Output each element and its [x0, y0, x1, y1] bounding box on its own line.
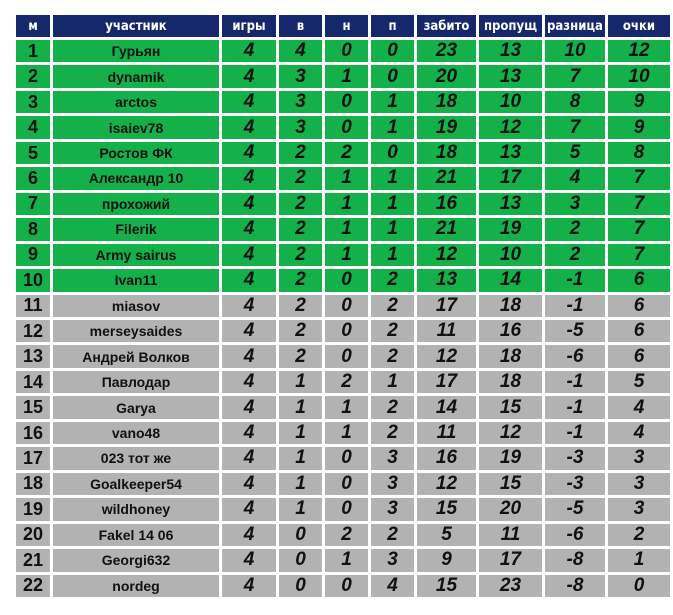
participant-cell: Garya	[53, 396, 219, 418]
goal-difference-cell: 8	[545, 91, 605, 113]
wins-cell: 2	[279, 167, 322, 189]
draws-cell: 0	[325, 575, 368, 597]
losses-cell: 2	[371, 269, 414, 291]
wins-cell: 2	[279, 244, 322, 266]
draws-cell: 1	[325, 193, 368, 215]
table-row	[16, 524, 670, 546]
games-cell: 4	[222, 345, 276, 367]
wins-cell: 1	[279, 371, 322, 393]
points-cell: 10	[608, 65, 670, 87]
participant-cell: прохожий	[53, 193, 219, 215]
position-cell: 21	[16, 549, 50, 571]
wins-cell: 3	[279, 91, 322, 113]
goal-difference-cell: 2	[545, 244, 605, 266]
goal-difference-cell: 3	[545, 193, 605, 215]
participant-cell: dynamik	[53, 65, 219, 87]
participant-cell: Army sairus	[53, 244, 219, 266]
losses-cell: 3	[371, 447, 414, 469]
goal-difference-cell: -5	[545, 498, 605, 520]
table-row	[16, 498, 670, 520]
wins-cell: 1	[279, 447, 322, 469]
points-cell: 3	[608, 473, 670, 495]
goals-against-cell: 20	[479, 498, 542, 520]
games-cell: 4	[222, 320, 276, 342]
losses-cell: 1	[371, 91, 414, 113]
goal-difference-cell: -6	[545, 345, 605, 367]
position-cell: 19	[16, 498, 50, 520]
table-row	[16, 295, 670, 317]
points-cell: 6	[608, 345, 670, 367]
goals-against-cell: 13	[479, 193, 542, 215]
goals-for-cell: 17	[417, 371, 476, 393]
draws-cell: 0	[325, 345, 368, 367]
goal-difference-cell: -8	[545, 549, 605, 571]
draws-cell: 0	[325, 447, 368, 469]
goal-difference-cell: 2	[545, 218, 605, 240]
participant-cell: Александр 10	[53, 167, 219, 189]
table-row	[16, 422, 670, 444]
goals-against-cell: 13	[479, 40, 542, 62]
goal-difference-cell: -1	[545, 269, 605, 291]
position-cell: 7	[16, 193, 50, 215]
goal-difference-cell: -6	[545, 524, 605, 546]
wins-cell: 4	[279, 40, 322, 62]
points-cell: 0	[608, 575, 670, 597]
participant-cell: miasov	[53, 295, 219, 317]
games-cell: 4	[222, 498, 276, 520]
goals-against-cell: 17	[479, 549, 542, 571]
goals-for-cell: 20	[417, 65, 476, 87]
wins-cell: 3	[279, 65, 322, 87]
games-cell: 4	[222, 167, 276, 189]
col-header-points: очки	[608, 15, 670, 37]
losses-cell: 0	[371, 65, 414, 87]
goals-for-cell: 17	[417, 295, 476, 317]
goals-against-cell: 12	[479, 422, 542, 444]
col-header-participant: участник	[53, 15, 219, 37]
wins-cell: 0	[279, 549, 322, 571]
losses-cell: 0	[371, 40, 414, 62]
goals-for-cell: 21	[417, 218, 476, 240]
games-cell: 4	[222, 295, 276, 317]
losses-cell: 3	[371, 498, 414, 520]
goal-difference-cell: 7	[545, 65, 605, 87]
points-cell: 8	[608, 142, 670, 164]
goal-difference-cell: -3	[545, 447, 605, 469]
goals-for-cell: 14	[417, 396, 476, 418]
draws-cell: 1	[325, 167, 368, 189]
wins-cell: 1	[279, 498, 322, 520]
losses-cell: 2	[371, 320, 414, 342]
col-header-goals-against: пропущ	[479, 15, 542, 37]
goals-for-cell: 16	[417, 193, 476, 215]
losses-cell: 1	[371, 244, 414, 266]
goal-difference-cell: 5	[545, 142, 605, 164]
losses-cell: 3	[371, 549, 414, 571]
table-row	[16, 65, 670, 87]
losses-cell: 1	[371, 116, 414, 138]
position-cell: 10	[16, 269, 50, 291]
games-cell: 4	[222, 193, 276, 215]
goals-for-cell: 11	[417, 320, 476, 342]
participant-cell: merseysaides	[53, 320, 219, 342]
goals-against-cell: 15	[479, 473, 542, 495]
goals-against-cell: 19	[479, 218, 542, 240]
goals-against-cell: 12	[479, 116, 542, 138]
draws-cell: 0	[325, 91, 368, 113]
draws-cell: 0	[325, 498, 368, 520]
games-cell: 4	[222, 422, 276, 444]
participant-cell: Fakel 14 06	[53, 524, 219, 546]
table-row	[16, 549, 670, 571]
draws-cell: 0	[325, 320, 368, 342]
position-cell: 9	[16, 244, 50, 266]
losses-cell: 1	[371, 167, 414, 189]
goal-difference-cell: -1	[545, 396, 605, 418]
participant-cell: arctos	[53, 91, 219, 113]
goals-against-cell: 15	[479, 396, 542, 418]
draws-cell: 0	[325, 40, 368, 62]
draws-cell: 2	[325, 142, 368, 164]
goals-for-cell: 19	[417, 116, 476, 138]
position-cell: 17	[16, 447, 50, 469]
goals-for-cell: 21	[417, 167, 476, 189]
goals-against-cell: 16	[479, 320, 542, 342]
goals-against-cell: 18	[479, 371, 542, 393]
col-header-losses: п	[371, 15, 414, 37]
points-cell: 6	[608, 269, 670, 291]
games-cell: 4	[222, 116, 276, 138]
participant-cell: isaiev78	[53, 116, 219, 138]
position-cell: 11	[16, 295, 50, 317]
header-row	[16, 15, 670, 37]
table-row	[16, 371, 670, 393]
games-cell: 4	[222, 549, 276, 571]
participant-cell: vano48	[53, 422, 219, 444]
draws-cell: 1	[325, 218, 368, 240]
goals-for-cell: 11	[417, 422, 476, 444]
goal-difference-cell: -1	[545, 295, 605, 317]
position-cell: 13	[16, 345, 50, 367]
goals-against-cell: 17	[479, 167, 542, 189]
losses-cell: 0	[371, 142, 414, 164]
goals-for-cell: 23	[417, 40, 476, 62]
draws-cell: 2	[325, 524, 368, 546]
losses-cell: 2	[371, 422, 414, 444]
wins-cell: 0	[279, 524, 322, 546]
goal-difference-cell: 7	[545, 116, 605, 138]
losses-cell: 3	[371, 473, 414, 495]
position-cell: 4	[16, 116, 50, 138]
table-row	[16, 167, 670, 189]
draws-cell: 0	[325, 473, 368, 495]
standings-table	[13, 12, 673, 600]
draws-cell: 0	[325, 269, 368, 291]
goal-difference-cell: -1	[545, 422, 605, 444]
goal-difference-cell: 10	[545, 40, 605, 62]
col-header-goals-for: забито	[417, 15, 476, 37]
col-header-position: м	[16, 15, 50, 37]
points-cell: 3	[608, 447, 670, 469]
participant-cell: Filerik	[53, 218, 219, 240]
draws-cell: 1	[325, 65, 368, 87]
wins-cell: 3	[279, 116, 322, 138]
games-cell: 4	[222, 142, 276, 164]
participant-cell: wildhoney	[53, 498, 219, 520]
participant-cell: Ростов ФК	[53, 142, 219, 164]
position-cell: 14	[16, 371, 50, 393]
points-cell: 3	[608, 498, 670, 520]
goal-difference-cell: -1	[545, 371, 605, 393]
goals-for-cell: 5	[417, 524, 476, 546]
table-row	[16, 396, 670, 418]
position-cell: 20	[16, 524, 50, 546]
position-cell: 6	[16, 167, 50, 189]
goals-for-cell: 12	[417, 345, 476, 367]
participant-cell: Goalkeeper54	[53, 473, 219, 495]
table-row	[16, 116, 670, 138]
goals-for-cell: 12	[417, 244, 476, 266]
wins-cell: 2	[279, 193, 322, 215]
goals-for-cell: 15	[417, 498, 476, 520]
col-header-wins: в	[279, 15, 322, 37]
points-cell: 1	[608, 549, 670, 571]
draws-cell: 2	[325, 371, 368, 393]
games-cell: 4	[222, 244, 276, 266]
table-row	[16, 447, 670, 469]
points-cell: 2	[608, 524, 670, 546]
goals-for-cell: 9	[417, 549, 476, 571]
points-cell: 7	[608, 193, 670, 215]
position-cell: 2	[16, 65, 50, 87]
wins-cell: 2	[279, 142, 322, 164]
points-cell: 4	[608, 396, 670, 418]
losses-cell: 1	[371, 193, 414, 215]
points-cell: 4	[608, 422, 670, 444]
participant-cell: nordeg	[53, 575, 219, 597]
position-cell: 22	[16, 575, 50, 597]
participant-cell: Гурьян	[53, 40, 219, 62]
games-cell: 4	[222, 218, 276, 240]
games-cell: 4	[222, 396, 276, 418]
games-cell: 4	[222, 473, 276, 495]
games-cell: 4	[222, 269, 276, 291]
draws-cell: 1	[325, 549, 368, 571]
losses-cell: 1	[371, 218, 414, 240]
games-cell: 4	[222, 91, 276, 113]
wins-cell: 1	[279, 396, 322, 418]
goal-difference-cell: 4	[545, 167, 605, 189]
position-cell: 16	[16, 422, 50, 444]
wins-cell: 2	[279, 345, 322, 367]
games-cell: 4	[222, 447, 276, 469]
participant-cell: 023 тот же	[53, 447, 219, 469]
points-cell: 5	[608, 371, 670, 393]
col-header-goal-difference: разница	[545, 15, 605, 37]
games-cell: 4	[222, 371, 276, 393]
goals-against-cell: 10	[479, 244, 542, 266]
losses-cell: 2	[371, 524, 414, 546]
table-row	[16, 473, 670, 495]
table-row	[16, 142, 670, 164]
table-row	[16, 244, 670, 266]
wins-cell: 1	[279, 422, 322, 444]
points-cell: 7	[608, 167, 670, 189]
position-cell: 8	[16, 218, 50, 240]
wins-cell: 2	[279, 320, 322, 342]
participant-cell: Ivan11	[53, 269, 219, 291]
goals-for-cell: 18	[417, 91, 476, 113]
position-cell: 12	[16, 320, 50, 342]
table-row	[16, 193, 670, 215]
goals-against-cell: 11	[479, 524, 542, 546]
goals-against-cell: 13	[479, 142, 542, 164]
goals-against-cell: 23	[479, 575, 542, 597]
goal-difference-cell: -8	[545, 575, 605, 597]
position-cell: 15	[16, 396, 50, 418]
draws-cell: 0	[325, 295, 368, 317]
games-cell: 4	[222, 40, 276, 62]
wins-cell: 2	[279, 218, 322, 240]
draws-cell: 1	[325, 422, 368, 444]
points-cell: 9	[608, 116, 670, 138]
position-cell: 3	[16, 91, 50, 113]
table-row	[16, 320, 670, 342]
goals-against-cell: 19	[479, 447, 542, 469]
wins-cell: 1	[279, 473, 322, 495]
points-cell: 6	[608, 320, 670, 342]
draws-cell: 1	[325, 244, 368, 266]
goal-difference-cell: -3	[545, 473, 605, 495]
goals-against-cell: 18	[479, 295, 542, 317]
position-cell: 18	[16, 473, 50, 495]
goal-difference-cell: -5	[545, 320, 605, 342]
losses-cell: 2	[371, 345, 414, 367]
games-cell: 4	[222, 524, 276, 546]
points-cell: 6	[608, 295, 670, 317]
goals-against-cell: 14	[479, 269, 542, 291]
goals-for-cell: 12	[417, 473, 476, 495]
goals-for-cell: 18	[417, 142, 476, 164]
points-cell: 7	[608, 218, 670, 240]
position-cell: 5	[16, 142, 50, 164]
wins-cell: 0	[279, 575, 322, 597]
goals-for-cell: 13	[417, 269, 476, 291]
table-row	[16, 40, 670, 62]
goals-against-cell: 18	[479, 345, 542, 367]
goals-against-cell: 10	[479, 91, 542, 113]
goals-for-cell: 15	[417, 575, 476, 597]
table-row	[16, 269, 670, 291]
col-header-games: игры	[222, 15, 276, 37]
position-cell: 1	[16, 40, 50, 62]
losses-cell: 1	[371, 371, 414, 393]
table-row	[16, 575, 670, 597]
participant-cell: Павлодар	[53, 371, 219, 393]
draws-cell: 0	[325, 116, 368, 138]
points-cell: 12	[608, 40, 670, 62]
games-cell: 4	[222, 575, 276, 597]
goals-against-cell: 13	[479, 65, 542, 87]
wins-cell: 2	[279, 269, 322, 291]
losses-cell: 4	[371, 575, 414, 597]
table-row	[16, 91, 670, 113]
losses-cell: 2	[371, 396, 414, 418]
games-cell: 4	[222, 65, 276, 87]
participant-cell: Georgi632	[53, 549, 219, 571]
participant-cell: Андрей Волков	[53, 345, 219, 367]
draws-cell: 1	[325, 396, 368, 418]
points-cell: 9	[608, 91, 670, 113]
goals-for-cell: 16	[417, 447, 476, 469]
col-header-draws: н	[325, 15, 368, 37]
points-cell: 7	[608, 244, 670, 266]
standings-body	[16, 40, 670, 597]
losses-cell: 2	[371, 295, 414, 317]
table-row	[16, 345, 670, 367]
wins-cell: 2	[279, 295, 322, 317]
table-row	[16, 218, 670, 240]
